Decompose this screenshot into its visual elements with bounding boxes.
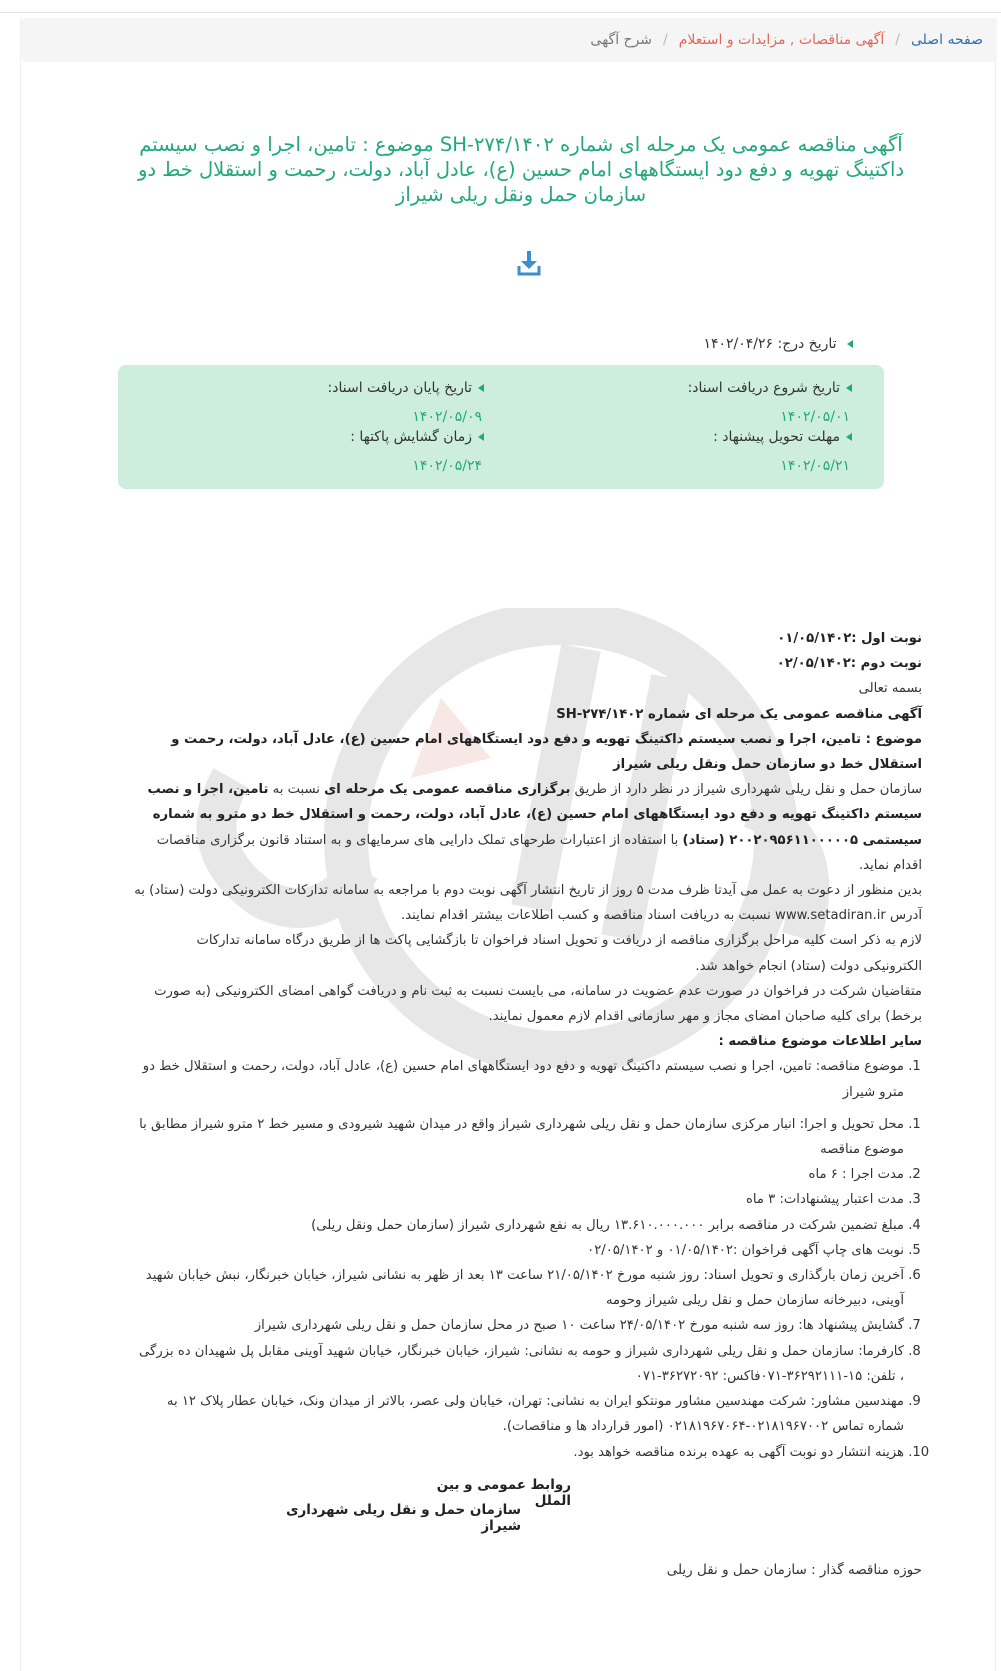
breadcrumb-current: شرح آگهی [590, 32, 653, 48]
tender-dates-box [118, 365, 884, 489]
breadcrumb-home-link[interactable]: صفحه اصلی [910, 32, 983, 48]
doc-end-value: ۱۴۰۲/۰۵/۰۹ [412, 409, 482, 425]
list-item: 9. مهندسین مشاور: شرکت مهندسین مشاور مونتکو ایران به نشانی: تهران، خیابان ولی عصر، بالاتر از میدان ونک، خیابان عطار پلاک ۱۲ به شماره تماس ۰۲۱۸۱۹۶۷۰۰۲-۰۲۱۸۱۹۶۷۰۶۴ (امور قرارداد ها و مناقصات). [134, 1389, 904, 1439]
turn2-text: نوبت دوم :۰۲/۰۵/۱۴۰۲ [776, 656, 922, 672]
download-icon[interactable] [517, 250, 541, 276]
info-list-2 [134, 1112, 922, 1465]
other-info-heading: سایر اطلاعات موضوع مناقصه : [718, 1034, 922, 1050]
para1-e: با استفاده از اعتبارات طرحهای تملک دارایی های سرمایهای و به استناد قانون برگزاری مناقصات اقدام نماید. [156, 832, 922, 873]
para1-c: نسبت به [268, 782, 325, 798]
info-list-1 [134, 1054, 922, 1104]
list-item: 7. گشایش پیشنهاد ها: روز سه شنبه مورخ ۲۴/۰۵/۱۴۰۲ ساعت ۱۰ صبح در محل سازمان حمل و نقل ریلی شهرداری شیراز [134, 1313, 904, 1338]
triangle-bullet-icon [846, 384, 852, 392]
deadline-item [512, 429, 852, 474]
deadline-value: ۱۴۰۲/۰۵/۲۱ [780, 458, 850, 474]
para1-a: سازمان حمل و نقل ریلی شهرداری شیراز در نظر دارد از طریق [570, 782, 922, 798]
list-item: 1. موضوع مناقصه: تامین، اجرا و نصب سیستم داکتینگ تهویه و دفع دود ایستگاههای امام حسین (ع)، عادل آباد، دولت، رحمت و استقلال خط دو مترو شیراز [134, 1054, 904, 1104]
tender-area-text: حوزه مناقصه گذار : سازمان حمل و نقل ریلی [666, 1562, 922, 1578]
page-title: آگهی مناقصه عمومی یک مرحله ای شماره SH-۲۷۴/۱۴۰۲ موضوع : تامین، اجرا و نصب سیستم داکتینگ تهویه و دفع دود ایستگاههای امام حسین (ع)، عادل آباد، دولت، رحمت و استقلال خط دو سازمان حمل ونقل ریلی شیراز [137, 133, 905, 206]
list-item: 6. آخرین زمان بارگذاری و تحویل اسناد: روز شنبه مورخ ۲۱/۰۵/۱۴۰۲ ساعت ۱۳ بعد از ظهر به نشانی شیراز، خیابان خبرنگار، نبش خیابان شهید آوینی، دبیرخانه سازمان حمل و نقل ریلی شیراز وحومه [134, 1263, 904, 1313]
list-item: 10. هزینه انتشار دو نوبت آگهی به عهده برنده مناقصه خواهد بود. [134, 1440, 904, 1465]
insert-date-value: ۱۴۰۲/۰۴/۲۶ [703, 336, 774, 352]
list-item: 1. محل تحویل و اجرا: انبار مرکزی سازمان حمل و نقل ریلی شهرداری شیراز واقع در میدان شهید شیرودی و مسیر خط ۲ مترو شیراز مطابق با موضوع مناقصه [134, 1112, 904, 1162]
signature-line-1: روابط عمومی و بین الملل [436, 1477, 571, 1509]
deadline-label: مهلت تحویل پیشنهاد : [713, 429, 840, 445]
para1 [134, 777, 922, 878]
triangle-bullet-icon [478, 384, 484, 392]
opening-item [144, 429, 484, 474]
doc-start-item [512, 380, 852, 425]
para4: متقاضیان شرکت در فراخوان در صورت عدم عضویت در سامانه، می بایست نسبت به ثبت نام و دریافت گواهی امضای الکترونیکی (به صورت برخط) برای کلیه صاحبان امضای مجاز و مهر سازمانی اقدام لازم معمول نمایند. [154, 983, 922, 1025]
opening-value: ۱۴۰۲/۰۵/۲۴ [412, 458, 482, 474]
para1-b: برگزاری مناقصه عمومی یک مرحله ای [324, 782, 571, 798]
triangle-bullet-icon [478, 433, 484, 441]
list-item: 8. کارفرما: سازمان حمل و نقل ریلی شهرداری شیراز و حومه به نشانی: شیراز، خیابان خبرنگار، خیابان شهید آوینی مقابل پل شهیدان ده بزرگی ، تلفن: ۱۵-۳۶۲۹۲۱۱۱-۰۷۱فاکس: ۳۶۲۷۲۰۹۲-۰۷۱ [134, 1339, 904, 1389]
content-card [20, 18, 996, 1671]
list-item: 4. مبلغ تضمین شرکت در مناقصه برابر ۱۳.۶۱۰.۰۰۰.۰۰۰ ریال به نفع شهرداری شیراز (سازمان حمل ونقل ریلی) [134, 1213, 904, 1238]
signature-line-2: سازمان حمل و نقل ریلی شهرداری شیراز [286, 1502, 521, 1534]
insert-date-row [421, 336, 853, 352]
besmeh-text: بسمه تعالی [858, 681, 922, 697]
triangle-bullet-icon [846, 433, 852, 441]
top-divider [0, 12, 1001, 13]
para2: بدین منظور از دعوت به عمل می آیدتا ظرف مدت ۵ روز از تاریخ انتشار آگهی نوبت دوم با مراجعه به سامانه تدارکات الکترونیکی دولت (ستاد) به آدرس www.setadiran.ir نسبت به دریافت اسناد مناقصه و کسب اطلاعات بیشتر اقدام نمایند. [134, 883, 922, 924]
list-item: 2. مدت اجرا : ۶ ماه [134, 1162, 904, 1187]
tender-body [134, 626, 922, 1465]
list-item: 3. مدت اعتبار پیشنهادات: ۳ ماه [134, 1187, 904, 1212]
breadcrumb-separator: / [895, 32, 900, 48]
body-subject: موضوع : تامین، اجرا و نصب سیستم داکتینگ تهویه و دفع دود ایستگاههای امام حسین (ع)، عادل آباد، دولت، رحمت و استقلال خط دو سازمان حمل ونقل ریلی شیراز [171, 731, 922, 773]
doc-start-value: ۱۴۰۲/۰۵/۰۱ [780, 409, 850, 425]
triangle-bullet-icon [847, 340, 853, 348]
breadcrumb [21, 18, 997, 62]
body-heading: آگهی مناقصه عمومی یک مرحله ای شماره SH-۲۷۴/۱۴۰۲ [556, 706, 922, 722]
turn1-text: نوبت اول :۰۱/۰۵/۱۴۰۲ [777, 631, 922, 646]
doc-end-item [144, 380, 484, 425]
para1-d: تامین، اجرا و نصب سیستم داکتینگ تهویه و دفع دود ایستگاههای امام حسین (ع)، عادل آباد، دولت، رحمت و استقلال خط دو مترو به شماره سیستمی ۲۰۰۲۰۹۵۶۱۱۰۰۰۰۰۵ (ستاد) [147, 782, 922, 848]
doc-end-label: تاریخ پایان دریافت اسناد: [327, 380, 472, 396]
opening-label: زمان گشایش پاکتها : [350, 429, 472, 445]
breadcrumb-category-link[interactable]: آگهی مناقصات , مزایدات و استعلام [678, 32, 885, 48]
insert-date-label: تاریخ درج: [777, 336, 837, 352]
list-item: 5. نوبت های چاپ آگهی فراخوان :۰۱/۰۵/۱۴۰۲ و ۰۲/۰۵/۱۴۰۲ [134, 1238, 904, 1263]
doc-start-label: تاریخ شروع دریافت اسناد: [687, 380, 840, 396]
breadcrumb-separator: / [663, 32, 668, 48]
para3: لازم به ذکر است کلیه مراحل برگزاری مناقصه از دریافت و تحویل اسناد فراخوان تا بازگشایی پاکت ها از طریق درگاه سامانه تدارکات الکترونیکی دولت (ستاد) انجام خواهد شد. [196, 933, 922, 974]
